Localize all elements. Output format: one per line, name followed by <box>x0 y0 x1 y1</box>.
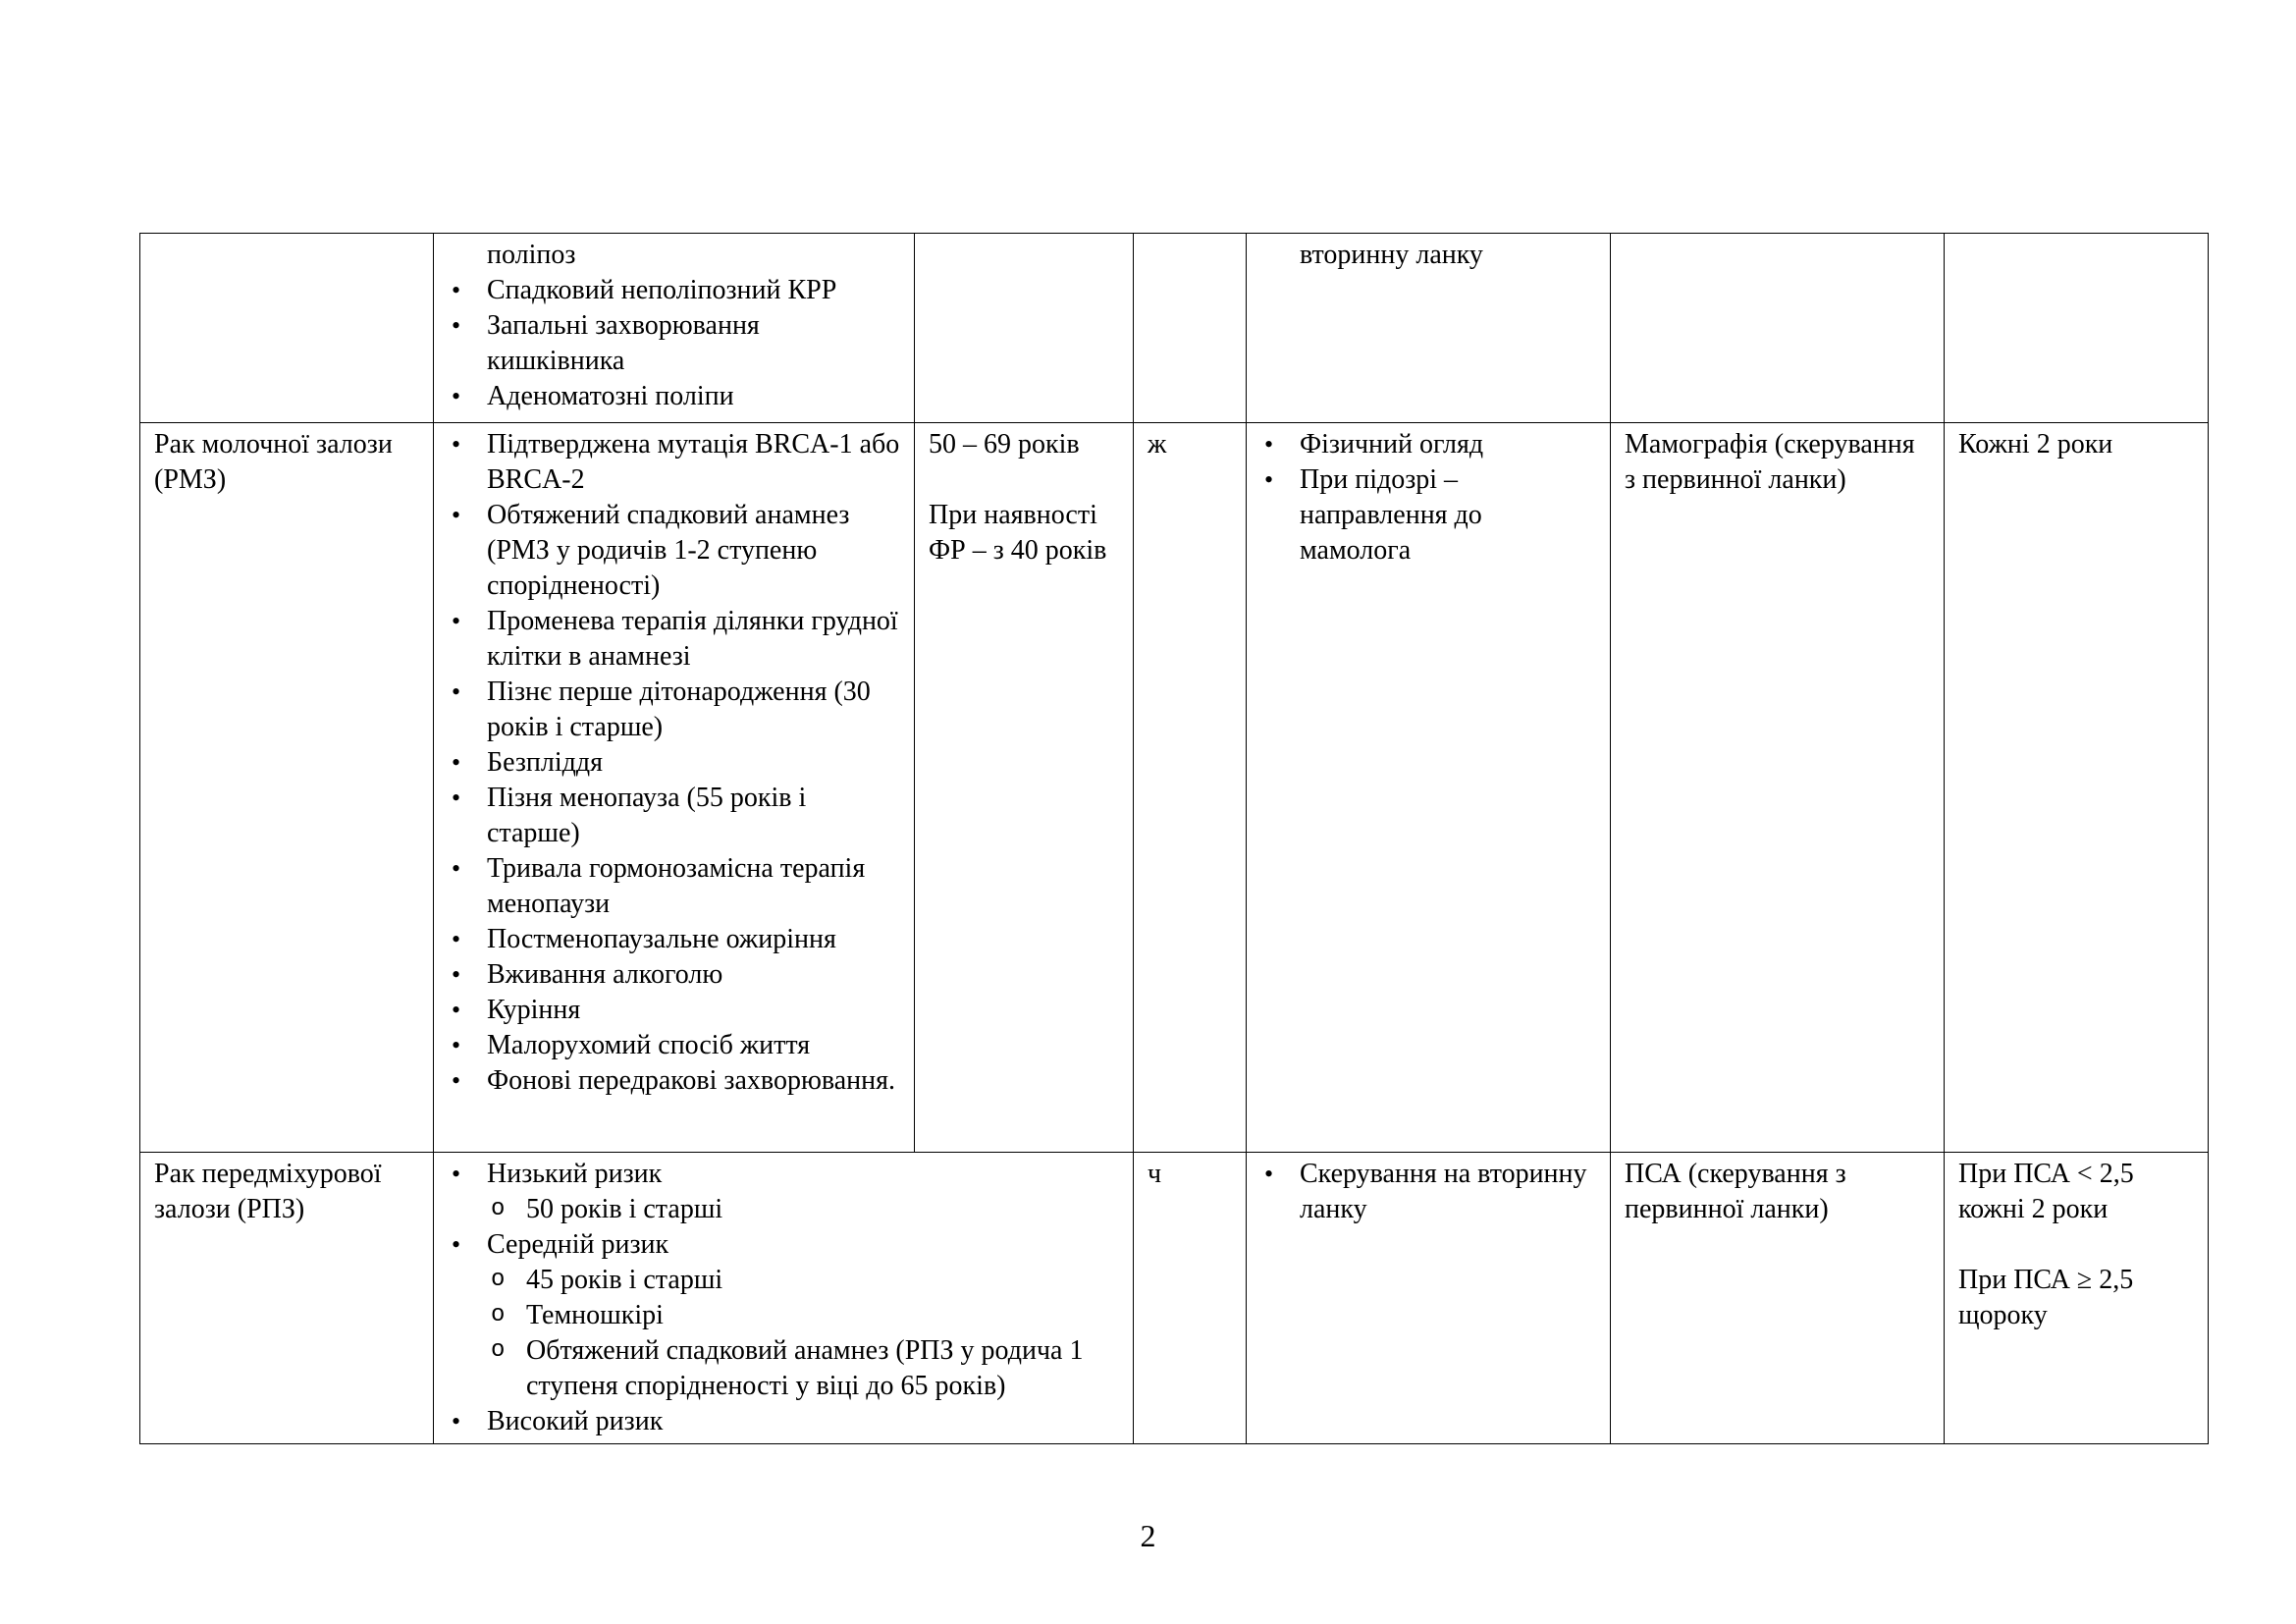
cell-period: Кожні 2 роки <box>1945 423 2209 1153</box>
action-list <box>1260 238 1596 273</box>
cell-actions <box>1247 1153 1611 1444</box>
list-item <box>487 1227 1119 1404</box>
cell-period <box>1945 1153 2209 1444</box>
risk-group-low: Низький ризик <box>487 1159 663 1189</box>
list-item: поліпоз <box>487 240 576 270</box>
risk-group-high: Високий ризик <box>487 1406 664 1436</box>
action-list <box>1260 427 1596 568</box>
risk-factor-list <box>448 238 900 414</box>
sub-list-item: o 45 років і старші <box>526 1263 1119 1298</box>
list-item: • Скерування на вторинну ланку <box>1300 1157 1596 1227</box>
cell-risk-groups <box>434 1153 1134 1444</box>
cell-sex: ж <box>1134 423 1247 1153</box>
list-item: • Пізнє перше дітонародження (30 років і старше) <box>487 675 900 745</box>
table-row-prostate <box>140 1153 2209 1444</box>
list-item: • Променева терапія ділянки грудної клітки в анамнезі <box>487 604 900 675</box>
list-item: • Аденоматозні поліпи <box>487 379 900 414</box>
sub-list-item: o Темношкірі <box>526 1298 1119 1333</box>
risk-group-mid: Середній ризик <box>487 1229 669 1260</box>
cell-disease-empty <box>140 234 434 423</box>
cell-age-empty <box>915 234 1134 423</box>
cell-sex: ч <box>1134 1153 1247 1444</box>
period-high-psa: При ПСА ≥ 2,5 щороку <box>1958 1265 2134 1330</box>
list-item <box>487 1157 1119 1227</box>
cell-period-empty <box>1945 234 2209 423</box>
list-item <box>487 1404 1119 1439</box>
cell-method: ПСА (скерування з первинної ланки) <box>1611 1153 1945 1444</box>
list-item: • Обтяжений спадковий анамнез (РМЗ у родичів 1-2 ступеню спорідненості) <box>487 498 900 604</box>
action-list <box>1260 1157 1596 1227</box>
sub-list-item: o Обтяжений спадковий анамнез (РПЗ у родича 1 ступеня спорідненості у віці до 65 років) <box>526 1333 1119 1404</box>
list-item: • Запальні захворювання кишківника <box>487 308 900 379</box>
list-item: • При підозрі – направлення до мамолога <box>1300 462 1596 568</box>
screening-table <box>139 233 2209 1444</box>
cell-risk-factors <box>434 423 915 1153</box>
age-main: 50 – 69 років <box>929 429 1080 460</box>
page-number: 2 <box>1140 1518 1156 1553</box>
risk-group-list <box>448 1157 1119 1439</box>
age-extra: При наявності ФР – з 40 років <box>929 500 1107 566</box>
sub-list <box>487 1263 1119 1404</box>
cell-actions <box>1247 423 1611 1153</box>
list-item: • Куріння <box>487 993 900 1028</box>
cell-disease-name: Рак передміхурової залози (РПЗ) <box>140 1153 434 1444</box>
list-item: • Вживання алкоголю <box>487 957 900 993</box>
list-item: • Фізичний огляд <box>1300 427 1596 462</box>
risk-factor-list <box>448 427 900 1099</box>
cell-risk-factors <box>434 234 915 423</box>
cell-method-empty <box>1611 234 1945 423</box>
list-item: • Малорухомий спосіб життя <box>487 1028 900 1063</box>
cell-actions <box>1247 234 1611 423</box>
list-item: • Постменопаузальне ожиріння <box>487 922 900 957</box>
list-item: • Підтверджена мутація BRCA-1 або BRCA-2 <box>487 427 900 498</box>
cell-sex-empty <box>1134 234 1247 423</box>
list-item: • Пізня менопауза (55 років і старше) <box>487 781 900 851</box>
list-item: вторинну ланку <box>1300 240 1483 270</box>
table-row-colorectal <box>140 234 2209 423</box>
list-item: • Тривала гормонозамісна терапія менопаузи <box>487 851 900 922</box>
sub-list-item: o 50 років і старші <box>526 1192 1119 1227</box>
list-item: • Фонові передракові захворювання. <box>487 1063 900 1099</box>
cell-disease-name: Рак молочної залози (РМЗ) <box>140 423 434 1153</box>
list-item: • Спадковий неполіпозний КРР <box>487 273 900 308</box>
sub-list <box>487 1192 1119 1227</box>
table-row-breast <box>140 423 2209 1153</box>
cell-method: Мамографія (скерування з первинної ланки) <box>1611 423 1945 1153</box>
cell-age <box>915 423 1134 1153</box>
list-item: • Безпліддя <box>487 745 900 781</box>
period-low-psa: При ПСА < 2,5 кожні 2 роки <box>1958 1159 2134 1224</box>
